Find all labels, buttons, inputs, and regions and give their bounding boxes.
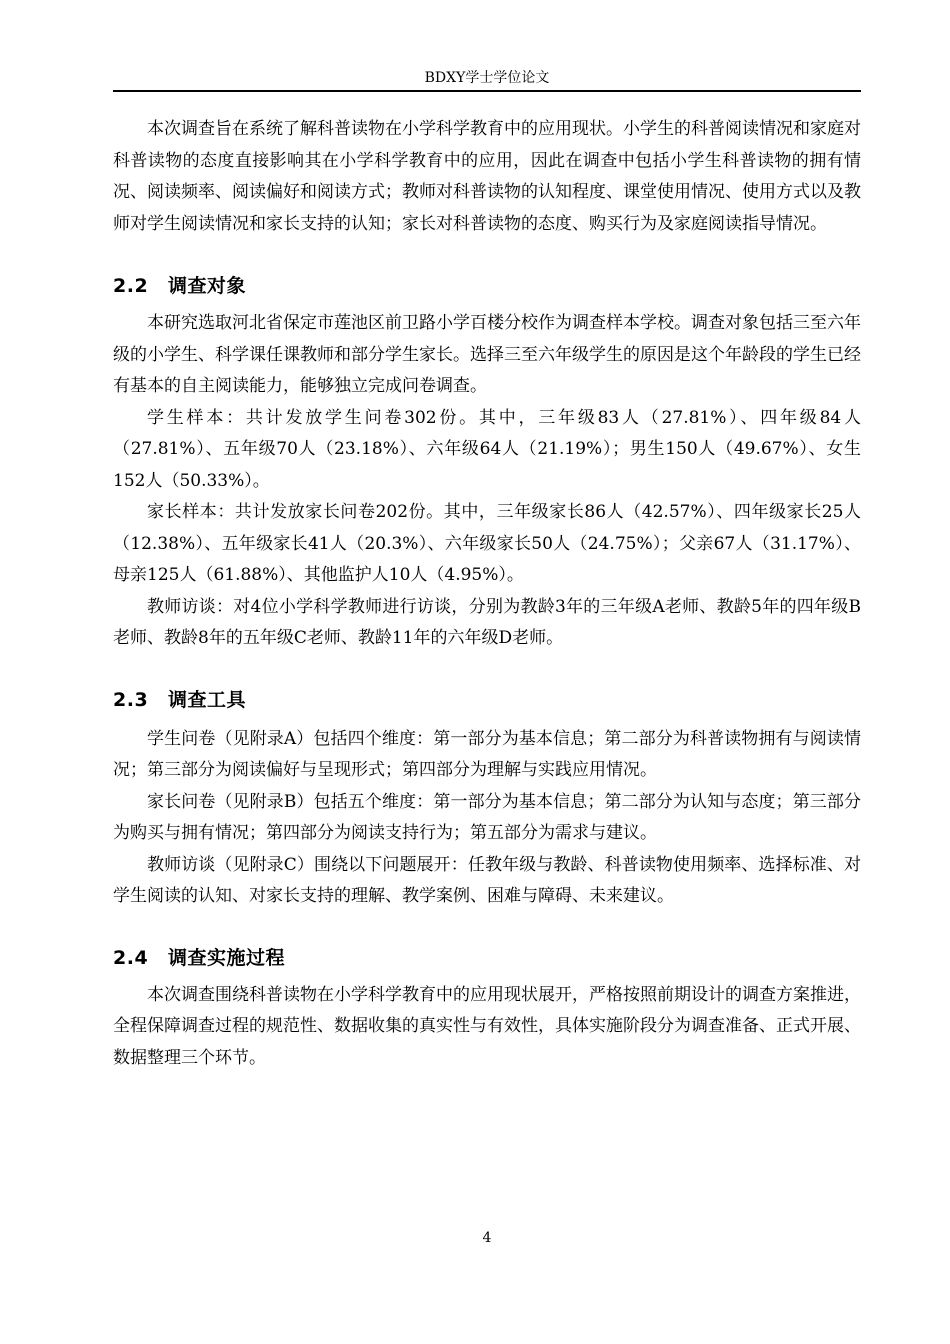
- paragraph-implementation: 本次调查围绕科普读物在小学科学教育中的应用现状展开，严格按照前期设计的调查方案推进，全程保障调查过程的规范性、数据收集的真实性与有效性，具体实施阶段分为调查准备、正式开展、数据整理三个环节。: [113, 984, 861, 1068]
- paragraph-research-subjects: 本研究选取河北省保定市莲池区前卫路小学百楼分校作为调查样本学校。调查对象包括三至六年级的小学生、科学课任课教师和部分学生家长。选择三至六年级学生的原因是这个年龄段的学生已经有基本的自主阅读能力，能够独立完成问卷调查。: [113, 313, 861, 396]
- section-number: 2.3: [113, 688, 149, 711]
- intro-paragraph: 本次调查旨在系统了解科普读物在小学科学教育中的应用现状。小学生的科普阅读情况和家庭对科普读物的态度直接影响其在小学科学教育中的应用，因此在调查中包括小学生科普读物的拥有情况、阅读频率、阅读偏好和阅读方式；教师对科普读物的认知程度、课堂使用情况、使用方式以及教师对学生阅读情况和家长支持的认知；家长对科普读物的态度、购买行为及家庭阅读指导情况。: [113, 119, 861, 234]
- paragraph-teacher-interview-outline: 教师访谈（见附录C）围绕以下问题展开：任教年级与教龄、科普读物使用频率、选择标准、对学生阅读的认知、对家长支持的理解、教学案例、困难与障碍、未来建议。: [113, 854, 861, 906]
- page-number: 4: [482, 1230, 492, 1246]
- section-heading-2-3: [113, 686, 861, 714]
- running-header: BDXY学士学位论文: [424, 70, 550, 86]
- section-heading-2-2: [113, 272, 861, 300]
- paragraph-student-questionnaire: 学生问卷（见附录A）包括四个维度：第一部分为基本信息；第二部分为科普读物拥有与阅读情况；第三部分为阅读偏好与呈现形式；第四部分为理解与实践应用情况。: [113, 728, 861, 780]
- section-number: 2.4: [113, 946, 149, 969]
- section-title: 调查实施过程: [168, 946, 286, 969]
- paragraph-teacher-interview: 教师访谈：对4位小学科学教师进行访谈，分别为教龄3年的三年级A老师、教龄5年的四年级B老师、教龄8年的五年级C老师、教龄11年的六年级D老师。: [113, 596, 861, 648]
- paragraph-parent-questionnaire: 家长问卷（见附录B）包括五个维度：第一部分为基本信息；第二部分为认知与态度；第三部分为购买与拥有情况；第四部分为阅读支持行为；第五部分为需求与建议。: [113, 791, 861, 843]
- section-title: 调查对象: [168, 275, 247, 297]
- paragraph-parent-sample: 家长样本：共计发放家长问卷202份。其中，三年级家长86人（42.57%）、四年级家长25人（12.38%）、五年级家长41人（20.3%）、六年级家长50人（24.75%）；父亲67人（31.17%）、母亲125人（61.88%）、其他监护人10人（4.95%）。: [113, 502, 861, 585]
- section-title: 调查工具: [168, 688, 247, 711]
- page-body: [113, 114, 861, 1074]
- header-rule: [113, 90, 861, 92]
- paragraph-student-sample: 学生样本：共计发放学生问卷302份。其中，三年级83人（27.81%）、四年级84人（27.81%）、五年级70人（23.18%）、六年级64人（21.19%）；男生150人（49.67%）、女生152人（50.33%）。: [113, 407, 861, 491]
- section-heading-2-4: [113, 944, 861, 972]
- section-number: 2.2: [113, 275, 149, 297]
